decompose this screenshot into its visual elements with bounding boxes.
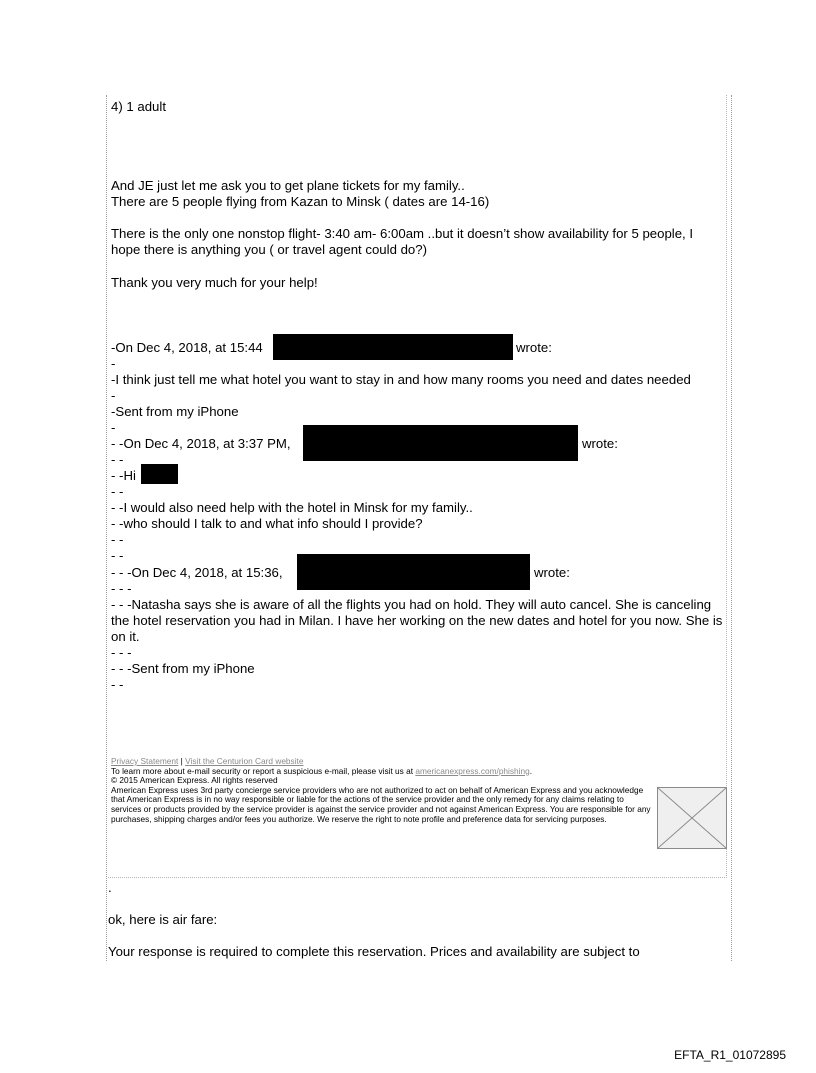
redaction-box: [273, 334, 513, 360]
quote-marker: - -: [111, 484, 124, 499]
quote-marker: - -: [111, 452, 124, 467]
quote-line: - -I would also need help with the hotel in Minsk for my family..: [111, 500, 473, 515]
quote-line: - -who should I talk to and what info should I provide?: [111, 516, 423, 531]
quote-marker: - - -: [111, 581, 132, 596]
quote-line: -Sent from my iPhone: [111, 404, 239, 419]
redaction-box: [297, 554, 530, 590]
quote-marker: -: [111, 356, 116, 371]
quote-wrote: wrote:: [582, 436, 618, 451]
quote-marker: - -: [111, 677, 124, 692]
quote-marker: - - -: [111, 645, 132, 660]
link-separator: |: [178, 756, 186, 766]
privacy-statement-link[interactable]: Privacy Statement: [111, 756, 179, 766]
security-text: To learn more about e-mail security or report a suspicious e-mail, please visit us at: [111, 765, 416, 776]
quote-header: -On Dec 4, 2018, at 15:44: [111, 340, 263, 355]
quote-header: - -On Dec 4, 2018, at 3:37 PM,: [111, 436, 291, 451]
quote-marker: - -: [111, 548, 124, 563]
document-id: EFTA_R1_01072895: [674, 1048, 786, 1062]
phishing-link[interactable]: americanexpress.com/phishing: [415, 765, 530, 776]
separator-dot: .: [108, 880, 112, 895]
redaction-box: [303, 425, 578, 461]
image-placeholder-icon: [657, 787, 727, 849]
body-line: ok, here is air fare:: [108, 912, 218, 927]
quote-line: -I think just tell me what hotel you want to stay in and how many rooms you need and dates needed: [111, 372, 691, 387]
quote-paragraph: - - -Natasha says she is aware of all the flights you had on hold. They will auto cancel. She is canceling the hotel reservation you had in Milan. I have her working on the new dates and hotel for you now. She is on it.: [111, 597, 723, 644]
redaction-box: [141, 464, 178, 484]
quote-header: - - -On Dec 4, 2018, at 15:36,: [111, 565, 283, 580]
copyright-text: © 2015 American Express. All rights reserved: [111, 775, 278, 786]
centurion-website-link[interactable]: Visit the Centurion Card website: [185, 756, 304, 766]
amex-footer: [111, 757, 656, 824]
quote-marker: - -: [111, 532, 124, 547]
quote-wrote: wrote:: [534, 565, 570, 580]
body-paragraph: There is the only one nonstop flight- 3:40 am- 6:00am ..but it doesn’t show availability for 5 people, I hope there is anything you ( or travel agent could do?): [111, 226, 694, 257]
quote-marker: -: [111, 388, 116, 403]
quote-wrote: wrote:: [516, 340, 552, 355]
disclaimer-text: American Express uses 3rd party concierge service providers who are not authorized to act on behalf of American Express and you acknowledge that American Express is in no way responsible or liable for the actions of the service provider and the only remedy for any claims relating to services or products provided by the service provider is against the service provider and not against American Express. You are responsible for any purchases, shipping charges and/or fees you authorize. We reserve the right to note profile and preference data for servicing purposes.: [111, 784, 651, 824]
body-line: And JE just let me ask you to get plane tickets for my family..: [111, 178, 465, 193]
body-line: 4) 1 adult: [111, 99, 166, 114]
quote-line: - -Hi: [111, 468, 136, 483]
body-line: Your response is required to complete this reservation. Prices and availability are subject to: [108, 944, 640, 959]
quote-marker: -: [111, 420, 116, 435]
quote-line: - - -Sent from my iPhone: [111, 661, 255, 676]
body-line: There are 5 people flying from Kazan to Minsk ( dates are 14-16): [111, 194, 490, 209]
security-text-end: .: [529, 765, 533, 776]
body-line: Thank you very much for your help!: [111, 275, 318, 290]
broken-image-icon: [658, 788, 726, 848]
